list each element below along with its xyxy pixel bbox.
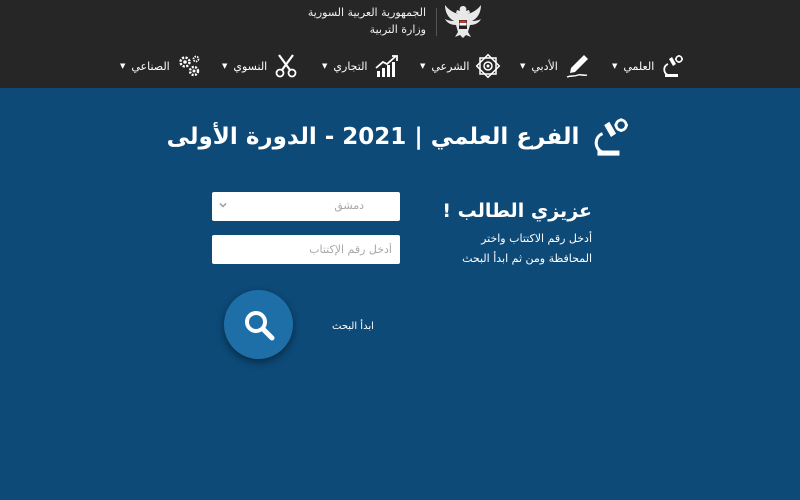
caret-icon: ▼ bbox=[120, 62, 126, 70]
nav-item-commercial[interactable] bbox=[322, 48, 400, 84]
nav-item-industrial[interactable] bbox=[120, 48, 202, 84]
syrian-eagle-emblem-icon bbox=[442, 2, 484, 40]
caret-icon: ▼ bbox=[520, 62, 526, 70]
greeting-text: عزيزي الطالب ! bbox=[442, 200, 592, 222]
subscription-number-input[interactable] bbox=[212, 235, 400, 264]
islamic-pattern-icon bbox=[475, 53, 501, 79]
ministry-brand[interactable] bbox=[300, 0, 490, 45]
chart-growth-icon bbox=[374, 53, 400, 79]
nav-label: النسوي bbox=[233, 59, 268, 73]
caret-icon: ▼ bbox=[322, 62, 328, 70]
nav-label: التجاري bbox=[333, 59, 368, 73]
search-icon bbox=[241, 307, 277, 343]
caret-icon: ▼ bbox=[612, 62, 618, 70]
page-title: الفرع العلمي | 2021 - الدورة الأولى bbox=[166, 124, 580, 150]
branch-nav bbox=[0, 48, 800, 84]
search-button[interactable] bbox=[224, 290, 293, 359]
microscope-icon bbox=[589, 115, 633, 159]
nav-label: الصناعي bbox=[131, 59, 170, 73]
instruction-line-1: أدخل رقم الاكتتاب واختر bbox=[481, 232, 592, 245]
top-header bbox=[0, 0, 800, 88]
pen-icon bbox=[564, 53, 590, 79]
page-heading bbox=[0, 112, 800, 162]
chevron-down-icon bbox=[218, 200, 228, 210]
governorate-select[interactable] bbox=[212, 192, 400, 221]
nav-item-literary[interactable] bbox=[520, 48, 590, 84]
nav-item-feminine[interactable] bbox=[222, 48, 299, 84]
governorate-select-value: دمشق bbox=[334, 199, 364, 212]
microscope-icon bbox=[660, 53, 686, 79]
caret-icon: ▼ bbox=[420, 62, 426, 70]
nav-item-scientific[interactable] bbox=[612, 48, 686, 84]
instruction-line-2: المحافظة ومن ثم ابدأ البحث bbox=[462, 252, 592, 265]
country-name: الجمهورية العربية السورية bbox=[307, 6, 426, 19]
ministry-name: وزارة التربية bbox=[369, 23, 426, 36]
nav-item-sharia[interactable] bbox=[420, 48, 501, 84]
caret-icon: ▼ bbox=[222, 62, 228, 70]
search-label[interactable]: ابدأ البحث bbox=[332, 321, 374, 332]
scissors-icon bbox=[273, 53, 299, 79]
gears-icon bbox=[176, 53, 202, 79]
brand-divider bbox=[436, 8, 437, 36]
nav-label: الشرعي bbox=[431, 59, 470, 73]
nav-label: العلمي bbox=[623, 59, 655, 73]
nav-label: الأدبي bbox=[531, 59, 558, 73]
